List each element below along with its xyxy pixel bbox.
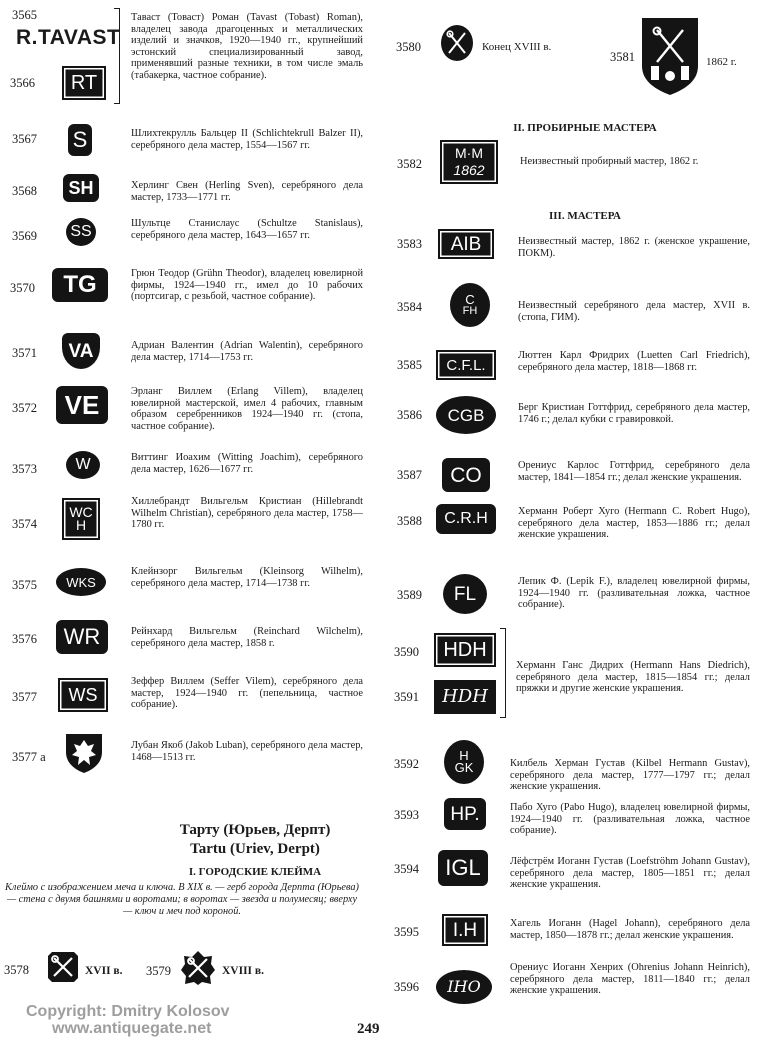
mark-caption: XVII в. xyxy=(85,965,123,977)
entry-number: 3592 xyxy=(394,757,419,771)
entry-number: 3582 xyxy=(397,157,422,171)
entry-number: 3591 xyxy=(394,690,419,704)
sword-and-key-icon xyxy=(46,950,80,984)
hallmark-hp: HP. xyxy=(444,798,486,830)
entry-number: 3565 xyxy=(12,8,37,22)
city-title-ru: Тарту (Юрьев, Дерпт) xyxy=(179,822,331,838)
entry-description: Виттинг Иоахим (Witting Joachim), серебряного дела мастер, 1626—1677 гг. xyxy=(131,452,363,475)
hallmark-line: WC xyxy=(69,503,93,520)
hallmark-iho: IHO xyxy=(436,970,492,1004)
mark-caption: 1862 г. xyxy=(706,56,737,68)
entry-number: 3566 xyxy=(10,76,35,90)
page-number: 249 xyxy=(357,1021,380,1037)
hallmark-line: H xyxy=(75,517,87,533)
entry-number: 3580 xyxy=(396,40,421,54)
entry-description: Рейнхард Вильгельм (Reinchard Wilchelm), серебряного дела мастер, 1858 г. xyxy=(131,626,363,649)
hallmark-ss: SS xyxy=(66,218,96,246)
sword-and-key-icon xyxy=(180,950,216,986)
hallmark-fl: FL xyxy=(443,574,487,614)
hallmark-cfh xyxy=(450,283,490,327)
hallmark-igl: IGL xyxy=(438,850,488,886)
hallmark-s: S xyxy=(68,124,92,156)
hallmark-rtavast: R.TAVAST xyxy=(16,26,121,49)
entry-description: Неизвестный мастер, 1862 г. (женское украшение, ПОКМ). xyxy=(518,236,750,259)
entry-number: 3581 xyxy=(610,50,635,64)
copyright-watermark: Copyright: Dmitry Kolosov xyxy=(26,1003,230,1020)
hallmark-rt: RT xyxy=(62,66,106,100)
entry-description: Шлихтекрулль Бальцер II (Schlichtekrull Balzer II), серебряного дела мастер, 1554—1567 гг. xyxy=(131,128,363,151)
entry-description: Адриан Валентин (Adrian Walentin), серебряного дела мастер, 1714—1753 гг. xyxy=(131,340,363,363)
entry-number: 3584 xyxy=(397,300,422,314)
entry-number: 3571 xyxy=(12,346,37,360)
hallmark-line: H xyxy=(459,747,469,763)
hallmark-ws: WS xyxy=(58,678,108,712)
hallmark-cgb: CGB xyxy=(436,396,496,434)
entry-description: Лепик Ф. (Lepik F.), владелец ювелирной фирмы, 1924—1940 гг. (разливательная ложка, частное собрание). xyxy=(518,576,750,611)
hallmark-hgk xyxy=(444,740,484,784)
entry-number: 3567 xyxy=(12,132,37,146)
entry-number: 3577 xyxy=(12,690,37,704)
entry-number: 3575 xyxy=(12,578,37,592)
entry-number: 3595 xyxy=(394,925,419,939)
hallmark-line: C xyxy=(465,291,475,307)
entry-number: 3578 xyxy=(4,963,29,977)
hallmark-crh: C.R.H xyxy=(436,504,496,534)
entry-description: Лубан Якоб (Jakob Luban), серебряного дела мастер, 1468—1513 гг. xyxy=(131,740,363,763)
hallmark-line: GK xyxy=(454,760,474,775)
heraldic-shield-icon xyxy=(64,732,104,774)
entry-number: 3573 xyxy=(12,462,37,476)
entry-number: 3579 xyxy=(146,964,171,978)
hallmark-line: FH xyxy=(462,304,478,317)
entry-number: 3572 xyxy=(12,401,37,415)
entry-description: Херлинг Свен (Herling Sven), серебряного дела мастер, 1733—1771 гг. xyxy=(131,180,363,203)
city-arms-icon xyxy=(639,16,701,96)
entry-number: 3577 а xyxy=(12,750,46,764)
hallmark-wch xyxy=(62,498,100,540)
entry-description: Орениус Карлос Готтфрид, серебряного дела мастер, 1841—1854 гг.; делал женские украшения. xyxy=(518,460,750,483)
hallmark-sh: SH xyxy=(63,174,99,202)
hallmark-mm-1862 xyxy=(440,140,498,184)
entry-number: 3587 xyxy=(397,468,422,482)
group-bracket xyxy=(114,8,120,104)
entry-number: 3574 xyxy=(12,517,37,531)
entry-number: 3568 xyxy=(12,184,37,198)
entry-description: Эрланг Виллем (Erlang Villem), владелец ювелирной мастерской, имел 4 рабочих, главным образом серебренников 1924—1940 гг. (стопа, частное собрание). xyxy=(131,386,363,432)
entry-description: Килбель Херман Густав (Kilbel Hermann Gustav), серебряного дела мастер, 1777—1797 гг.; делал женские украшения. xyxy=(510,758,750,793)
entry-number: 3586 xyxy=(397,408,422,422)
entry-description: Херманн Ганс Дидрих (Hermann Hans Diedrich), серебряного дела мастер, 1815—1854 гг.; делал пряжки и другие женские украшения. xyxy=(516,660,750,695)
hallmark-w: W xyxy=(66,451,100,479)
hallmark-ve: VE xyxy=(56,386,108,424)
entry-number: 3583 xyxy=(397,237,422,251)
section-intro: Клеймо с изображением меча и ключа. В XIX в. — герб города Дерпта (Юрьева) — стена с двумя башнями и воротами; в воротах — звезда и полумесяц; вверху — ключ и меч под короной. xyxy=(5,882,359,917)
entry-number: 3585 xyxy=(397,358,422,372)
hallmark-aib: AIB xyxy=(438,229,494,259)
hallmark-ih: I.H xyxy=(442,914,488,946)
hallmark-line: 1862 xyxy=(453,161,485,178)
group-bracket xyxy=(500,628,506,718)
entry-description: Орениус Иоганн Хенрих (Ohrenius Johann Heinrich), серебряного дела мастер, 1811—1840 гг.; делал женские украшения. xyxy=(510,962,750,997)
entry-number: 3590 xyxy=(394,645,419,659)
entry-number: 3593 xyxy=(394,808,419,822)
hallmark-co: CO xyxy=(442,458,490,492)
hallmark-wks: WKS xyxy=(56,568,106,596)
entry-description: Хиллебрандт Вильгельм Кристиан (Hillebrandt Wilhelm Christian), серебряного дела мастер, 1758—1780 гг. xyxy=(131,496,363,531)
mark-caption: XVIII в. xyxy=(222,965,264,977)
entry-description: Пабо Хуго (Pabo Hugo), владелец ювелирной фирмы, 1924—1940 гг. (разливательная ложка, частное собрание). xyxy=(510,802,750,837)
hallmark-hdh: HDH xyxy=(434,633,496,667)
entry-description: Лёфстрём Иоганн Густав (Loefströhm Johann Gustav), серебряного дела мастер, 1805—1851 гг.; делал женские украшения. xyxy=(510,856,750,891)
entry-description: Зеффер Виллем (Seffer Vilem), серебряного дела мастер, 1924—1940 гг. (пепельница, частное собрание). xyxy=(131,676,363,711)
hallmark-cfl: C.F.L. xyxy=(436,350,496,380)
entry-number: 3570 xyxy=(10,281,35,295)
hallmark-va: VA xyxy=(62,333,100,369)
entry-description: Клейнзорг Вильгельм (Kleinsorg Wilhelm), серебряного дела мастер, 1714—1738 гг. xyxy=(131,566,363,589)
entry-description: Неизвестный пробирный мастер, 1862 г. xyxy=(520,156,699,167)
mark-caption: Конец XVIII в. xyxy=(482,41,552,53)
city-title-en: Tartu (Uriev, Derpt) xyxy=(190,841,320,857)
hallmark-hdh-script: HDH xyxy=(434,680,496,714)
hallmark-line: M·M xyxy=(455,145,483,162)
entry-description: Херманн Роберт Хуго (Hermann C. Robert Hugo), серебряного дела мастер, 1853—1886 гг.; делал женские украшения. xyxy=(518,506,750,541)
sword-and-key-icon xyxy=(440,24,474,62)
hallmark-tg: TG xyxy=(52,268,108,302)
entry-number: 3576 xyxy=(12,632,37,646)
section-heading: I. ГОРОДСКИЕ КЛЕЙМА xyxy=(188,866,322,878)
entry-description: Неизвестный серебряного дела мастер, XVII в. (стопа, ГИМ). xyxy=(518,300,750,323)
section-heading: II. ПРОБИРНЫЕ МАСТЕРА xyxy=(513,122,657,134)
entry-description: Таваст (Товаст) Роман (Tavast (Tobast) Roman), владелец завода драгоценных и металлических изделий и значков, 1920—1940 гг., крупнейший эстонский специализированный завод, применявший разные техники, в том числе эмаль (табакерка, частное собрание). xyxy=(131,12,363,81)
entry-description: Грюн Теодор (Grühn Theodor), владелец ювелирной фирмы, 1924—1940 гг., имел до 10 рабочих (портсигар, с резьбой, частное собрание). xyxy=(131,268,363,303)
section-heading: III. МАСТЕРА xyxy=(549,210,621,222)
entry-description: Берг Кристиан Готтфрид, серебряного дела мастер, 1746 г.; делал кубки с гравировкой. xyxy=(518,402,750,425)
entry-number: 3594 xyxy=(394,862,419,876)
entry-description: Хагель Иоганн (Hagel Johann), серебряного дела мастер, 1850—1878 гг.; делал женские украшения. xyxy=(510,918,750,941)
entry-number: 3589 xyxy=(397,588,422,602)
entry-description: Люттен Карл Фридрих (Luetten Carl Friedrich), серебряного дела мастер, 1818—1868 гг. xyxy=(518,350,750,373)
entry-description: Шультце Станислаус (Schultze Stanislaus), серебряного дела мастер, 1643—1657 гг. xyxy=(131,218,363,241)
entry-number: 3588 xyxy=(397,514,422,528)
entry-number: 3596 xyxy=(394,980,419,994)
copyright-url: www.antiquegate.net xyxy=(52,1020,212,1037)
hallmark-wr: WR xyxy=(56,620,108,654)
entry-number: 3569 xyxy=(12,229,37,243)
